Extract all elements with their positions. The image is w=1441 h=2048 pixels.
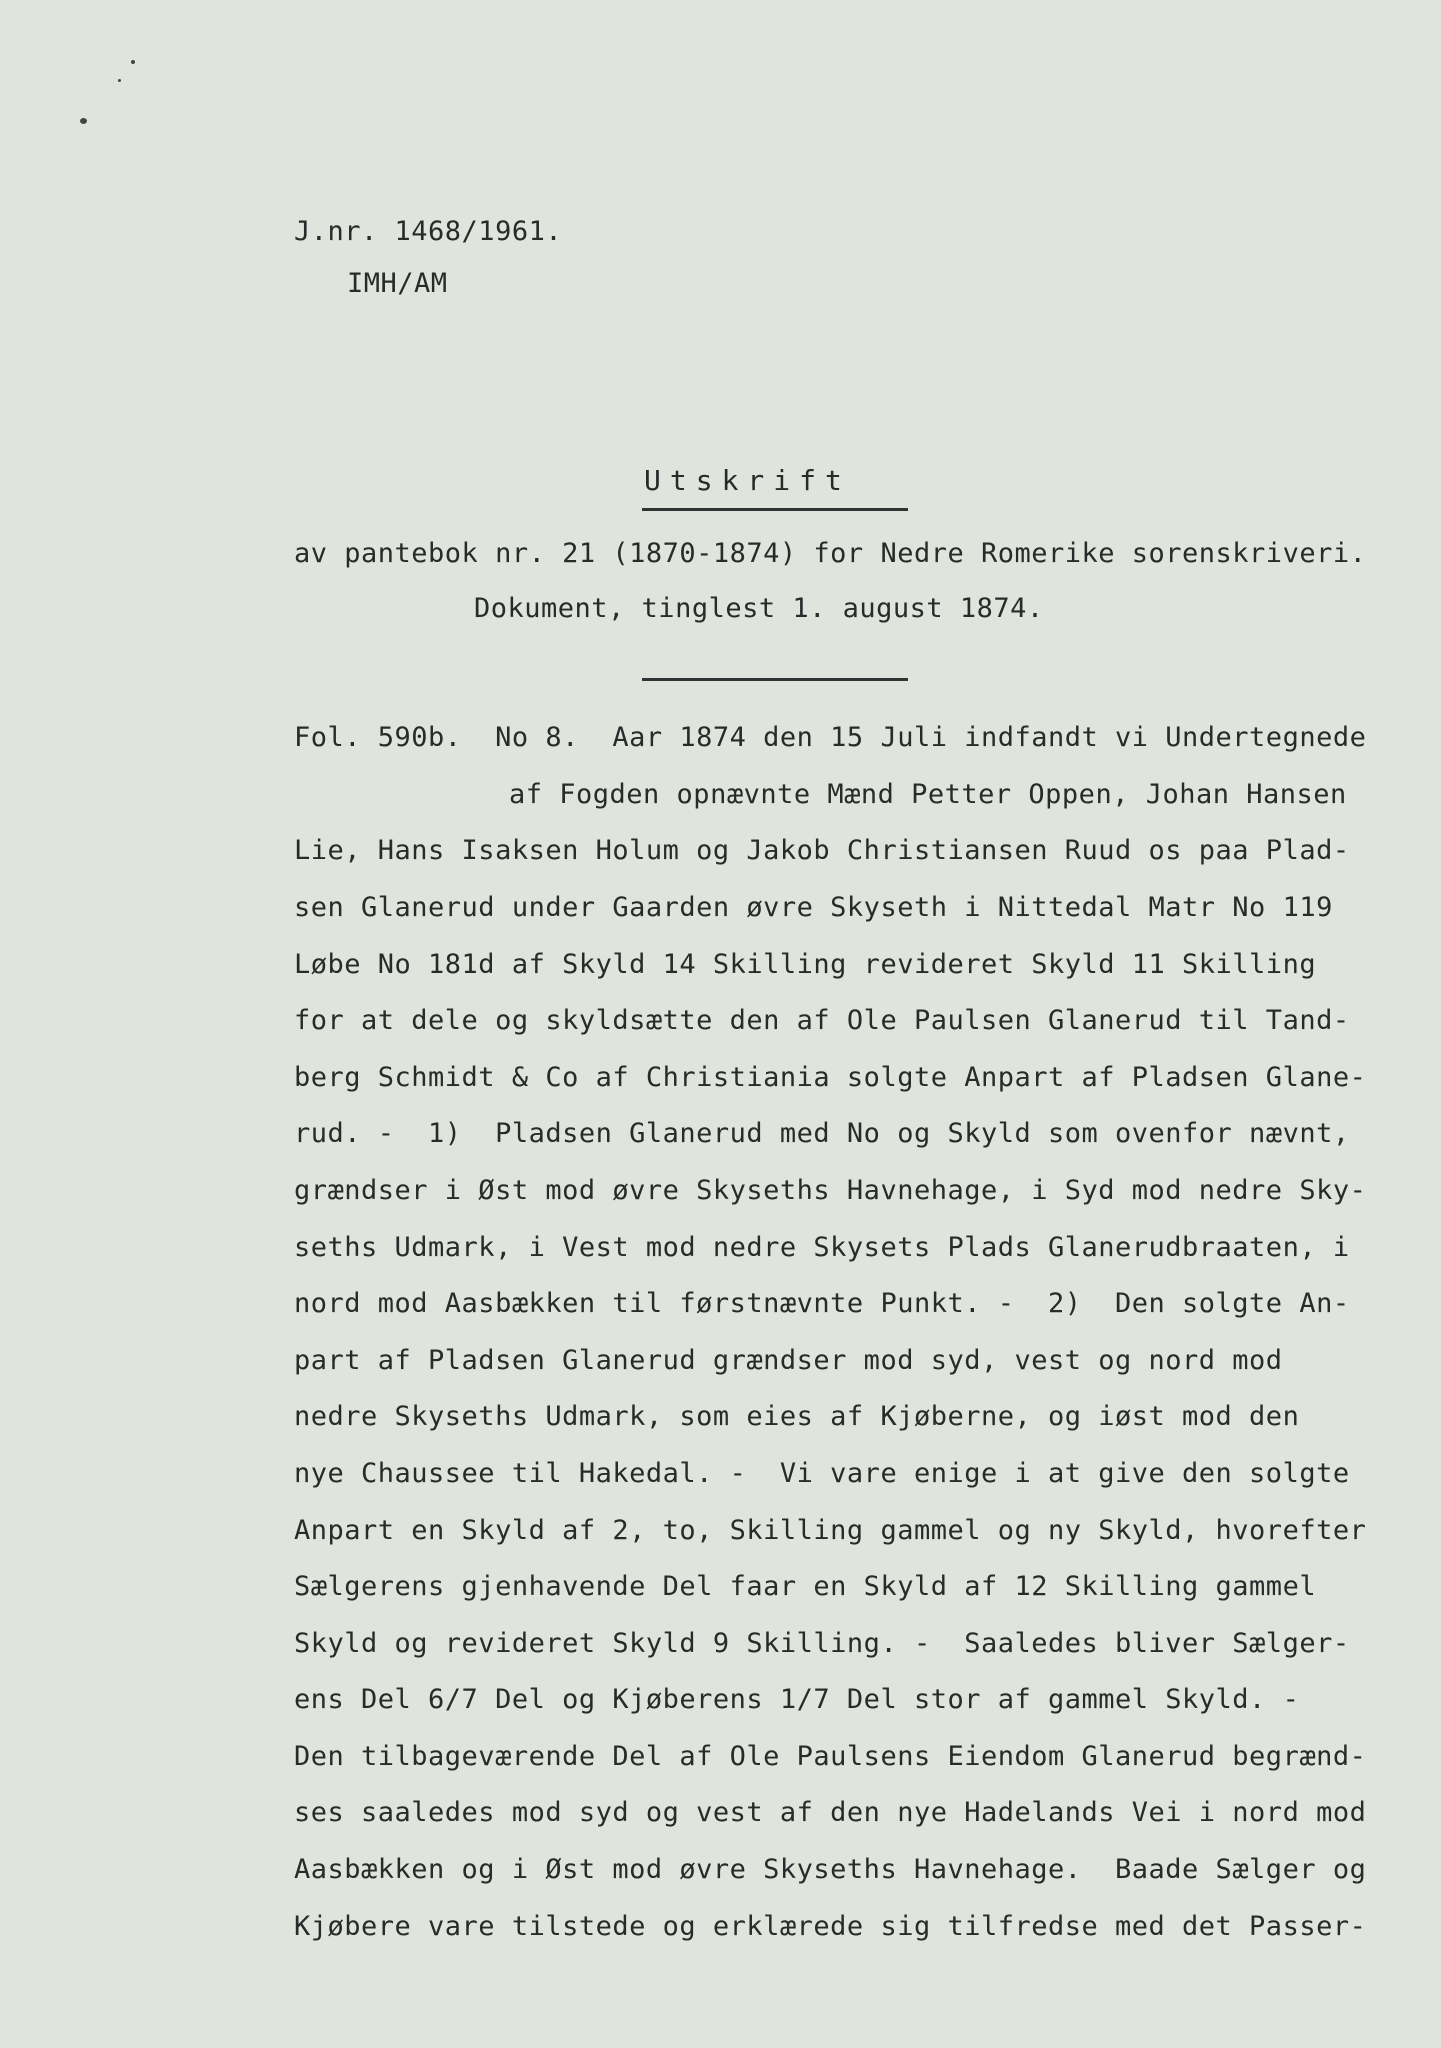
title-underline [642, 508, 908, 511]
ink-speck [80, 118, 87, 124]
body-line: af Fogden opnævnte Mænd Petter Oppen, Johan Hansen [509, 779, 1347, 810]
subtitle-line-1: av pantebok nr. 21 (1870-1874) for Nedre Romerike sorenskriveri. [294, 538, 1367, 569]
body-line: part af Pladsen Glanerud grændser mod syd, vest og nord mod [294, 1345, 1283, 1376]
body-line: for at dele og skyldsætte den af Ole Paulsen Glanerud til Tand- [294, 1005, 1350, 1036]
body-line: rud. - 1) Pladsen Glanerud med No og Skyld som ovenfor nævnt, [294, 1118, 1350, 1149]
body-line: Skyld og revideret Skyld 9 Skilling. - Saaledes bliver Sælger- [294, 1628, 1350, 1659]
body-line: Anpart en Skyld af 2, to, Skilling gammel og ny Skyld, hvorefter [294, 1515, 1367, 1546]
body-line: sen Glanerud under Gaarden øvre Skyseth i Nittedal Matr No 119 [294, 892, 1333, 923]
body-line: Den tilbageværende Del af Ole Paulsens Eiendom Glanerud begrænd- [294, 1741, 1367, 1772]
page-title: Utskrift [644, 464, 851, 497]
ink-speck [131, 60, 135, 64]
subtitle-line-2: Dokument, tinglest 1. august 1874. [474, 593, 1044, 624]
body-line: ses saaledes mod syd og vest af den nye Hadelands Vei i nord mod [294, 1797, 1367, 1828]
body-line: nord mod Aasbækken til førstnævnte Punkt. - 2) Den solgte An- [294, 1288, 1350, 1319]
body-line: ens Del 6/7 Del og Kjøberens 1/7 Del stor af gammel Skyld. - [294, 1684, 1300, 1715]
body-line: Løbe No 181d af Skyld 14 Skilling revideret Skyld 11 Skilling [294, 949, 1317, 980]
journal-number: J.nr. 1468/1961. [294, 216, 563, 247]
body-line: nedre Skyseths Udmark, som eies af Kjøberne, og iøst mod den [294, 1401, 1300, 1432]
section-divider [642, 678, 908, 681]
body-line: grændser i Øst mod øvre Skyseths Havnehage, i Syd mod nedre Sky- [294, 1175, 1367, 1206]
body-line: Aasbækken og i Øst mod øvre Skyseths Havnehage. Baade Sælger og [294, 1854, 1367, 1885]
body-line: berg Schmidt & Co af Christiania solgte Anpart af Pladsen Glane- [294, 1062, 1367, 1093]
body-line: Fol. 590b. No 8. Aar 1874 den 15 Juli indfandt vi Undertegnede [294, 722, 1367, 753]
ink-speck [118, 79, 121, 82]
initials: IMH/AM [347, 268, 448, 299]
body-line: nye Chaussee til Hakedal. - Vi vare enige i at give den solgte [294, 1458, 1350, 1489]
body-line: seths Udmark, i Vest mod nedre Skysets Plads Glanerudbraaten, i [294, 1232, 1350, 1263]
body-line: Lie, Hans Isaksen Holum og Jakob Christiansen Ruud os paa Plad- [294, 835, 1350, 866]
body-line: Kjøbere vare tilstede og erklærede sig tilfredse med det Passer- [294, 1911, 1367, 1942]
body-line: Sælgerens gjenhavende Del faar en Skyld af 12 Skilling gammel [294, 1571, 1317, 1602]
